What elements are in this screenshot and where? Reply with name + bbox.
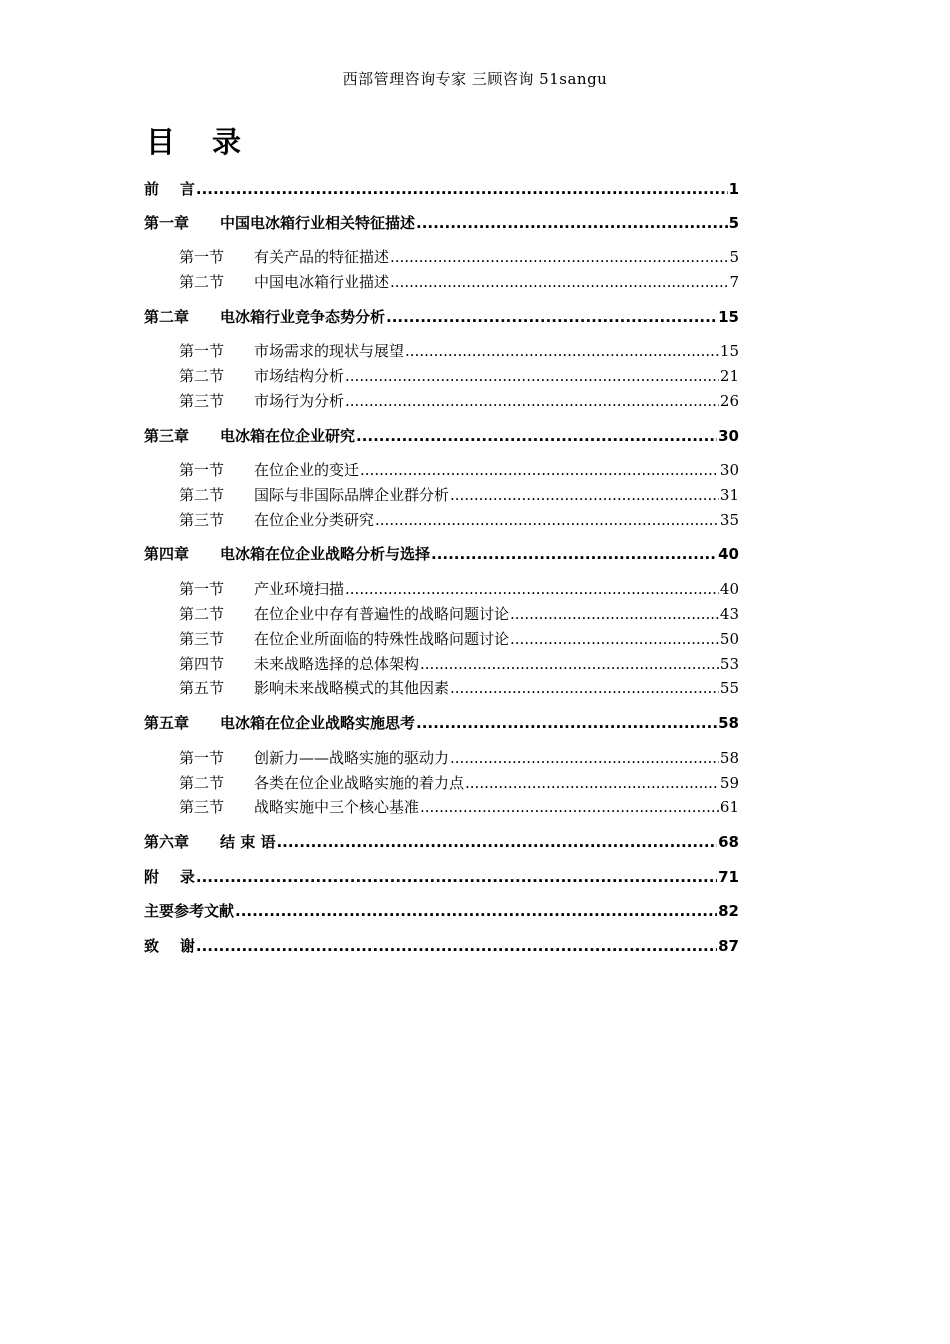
toc-section-entry[interactable] [179,653,739,674]
toc-dot-leader [390,273,728,291]
toc-page-number: 58 [719,749,739,767]
toc-entry-title: 产业环境扫描 [254,580,345,598]
toc-entry-label: 第六章 [144,833,190,851]
toc-page-number: 5 [728,214,739,232]
toc-page-number: 50 [719,630,739,648]
toc-entry-title: 电冰箱行业竞争态势分析 [220,308,386,326]
toc-page-number: 71 [718,868,739,886]
toc-chapter-entry[interactable] [144,712,739,733]
toc-entry-label: 第一节 [179,580,225,598]
toc-page-number: 35 [719,511,739,529]
toc-section-entry[interactable] [179,796,739,817]
toc-entry-label: 第二章 [144,308,190,326]
toc-title-char-1: 目 [146,125,176,159]
toc-dot-leader [416,214,728,232]
toc-entry-label: 第二节 [179,486,225,504]
toc-dot-leader [510,605,719,623]
toc-page-number: 87 [718,937,739,955]
toc-dot-leader [450,486,719,504]
toc-page-number: 31 [719,486,739,504]
toc-dot-leader [450,749,719,767]
toc-entry-title: 结 束 语 [220,833,276,851]
toc-entry-title: 影响未来战略模式的其他因素 [254,679,450,697]
toc-page-number: 55 [719,679,739,697]
toc-entry-title: 中国电冰箱行业相关特征描述 [220,214,416,232]
toc-entry-label: 第三节 [179,511,225,529]
toc-page-number: 82 [718,902,739,920]
toc-entry-title: 在位企业分类研究 [254,511,375,529]
toc-chapter-entry[interactable] [144,425,739,446]
toc-dot-leader [431,545,717,563]
toc-entry-label: 第二节 [179,774,225,792]
toc-entry-label: 第三节 [179,392,225,410]
toc-entry-title: 中国电冰箱行业描述 [254,273,390,291]
toc-page-number: 43 [719,605,739,623]
toc-section-entry[interactable] [179,246,739,267]
toc-entry-title: 电冰箱在位企业研究 [220,427,356,445]
toc-page-number: 53 [719,655,739,673]
toc-section-entry[interactable] [179,340,739,361]
toc-page-number: 40 [718,545,739,563]
toc-chapter-entry[interactable] [144,935,739,956]
toc-page-number: 58 [718,714,739,732]
toc-chapter-entry[interactable] [144,212,739,233]
toc-page-number: 1 [728,180,739,198]
toc-dot-leader [405,342,719,360]
toc-dot-leader [276,833,717,851]
toc-title-char-2: 录 [212,125,242,159]
toc-section-entry[interactable] [179,628,739,649]
toc-dot-leader [345,392,719,410]
toc-page-number: 5 [729,248,739,266]
toc-page-number: 40 [719,580,739,598]
toc-section-entry[interactable] [179,509,739,530]
toc-page-number: 15 [719,342,739,360]
toc-section-entry[interactable] [179,578,739,599]
toc-section-entry[interactable] [179,772,739,793]
toc-entry-title: 市场需求的现状与展望 [254,342,405,360]
toc-chapter-entry[interactable] [144,831,739,852]
page-header: 西部管理咨询专家 三顾咨询 51sangu [342,70,608,88]
toc-dot-leader [196,180,728,198]
toc-dot-leader [420,798,719,816]
toc-section-entry[interactable] [179,603,739,624]
toc-page-number: 7 [729,273,739,291]
toc-entry-label: 第四章 [144,545,190,563]
toc-entry-label: 第二节 [179,273,225,291]
toc-entry-label: 附 录 [144,868,195,886]
toc-entry-label: 第一节 [179,749,225,767]
toc-entry-label: 第一节 [179,461,225,479]
toc-section-entry[interactable] [179,747,739,768]
toc-chapter-entry[interactable] [144,900,739,921]
toc-entry-label: 第三章 [144,427,190,445]
toc-page-number: 68 [718,833,739,851]
toc-entry-title: 市场结构分析 [254,367,345,385]
toc-dot-leader [450,679,719,697]
toc-page-number: 15 [718,308,739,326]
toc-dot-leader [375,511,719,529]
toc-entry-label: 主要参考文献 [144,902,235,920]
toc-entry-label: 致 谢 [144,937,195,955]
toc-dot-leader [510,630,719,648]
toc-entry-label: 第一节 [179,248,225,266]
toc-page-number: 59 [719,774,739,792]
toc-dot-leader [345,367,719,385]
toc-entry-label: 第三节 [179,630,225,648]
toc-page-number: 26 [719,392,739,410]
toc-section-entry[interactable] [179,271,739,292]
toc-entry-label: 第五章 [144,714,190,732]
toc-dot-leader [390,248,728,266]
toc-entry-label: 第一章 [144,214,190,232]
toc-section-entry[interactable] [179,677,739,698]
toc-entry-label: 第二节 [179,367,225,385]
toc-dot-leader [386,308,717,326]
toc-chapter-entry[interactable] [144,178,739,199]
toc-entry-title: 战略实施中三个核心基准 [254,798,420,816]
toc-dot-leader [416,714,717,732]
toc-chapter-entry[interactable] [144,543,739,564]
toc-entry-title: 市场行为分析 [254,392,345,410]
toc-dot-leader [356,427,717,445]
toc-dot-leader [235,902,717,920]
toc-entry-title: 在位企业所面临的特殊性战略问题讨论 [254,630,510,648]
toc-entry-label: 第一节 [179,342,225,360]
toc-entry-title: 在位企业的变迁 [254,461,360,479]
toc-chapter-entry[interactable] [144,866,739,887]
toc-entry-title: 未来战略选择的总体架构 [254,655,420,673]
toc-section-entry[interactable] [179,484,739,505]
toc-page-number: 30 [719,461,739,479]
toc-entry-title: 国际与非国际品牌企业群分析 [254,486,450,504]
toc-dot-leader [465,774,719,792]
toc-dot-leader [196,937,717,955]
toc-page-number: 30 [718,427,739,445]
toc-entry-title: 各类在位企业战略实施的着力点 [254,774,465,792]
toc-dot-leader [360,461,719,479]
toc-page-number: 61 [719,798,739,816]
toc-entry-title: 电冰箱在位企业战略实施思考 [220,714,416,732]
toc-dot-leader [420,655,719,673]
toc-section-entry[interactable] [179,390,739,411]
toc-entry-label: 前 言 [144,180,195,198]
toc-section-entry[interactable] [179,365,739,386]
toc-entry-title: 有关产品的特征描述 [254,248,390,266]
toc-entry-title: 创新力——战略实施的驱动力 [254,749,450,767]
toc-entry-title: 在位企业中存有普遍性的战略问题讨论 [254,605,510,623]
toc-entry-label: 第五节 [179,679,225,697]
toc-dot-leader [196,868,717,886]
toc-section-entry[interactable] [179,459,739,480]
toc-entry-title: 电冰箱在位企业战略分析与选择 [220,545,431,563]
toc-dot-leader [345,580,719,598]
toc-entry-label: 第三节 [179,798,225,816]
toc-chapter-entry[interactable] [144,306,739,327]
toc-page-number: 21 [719,367,739,385]
toc-entry-label: 第四节 [179,655,225,673]
toc-entry-label: 第二节 [179,605,225,623]
